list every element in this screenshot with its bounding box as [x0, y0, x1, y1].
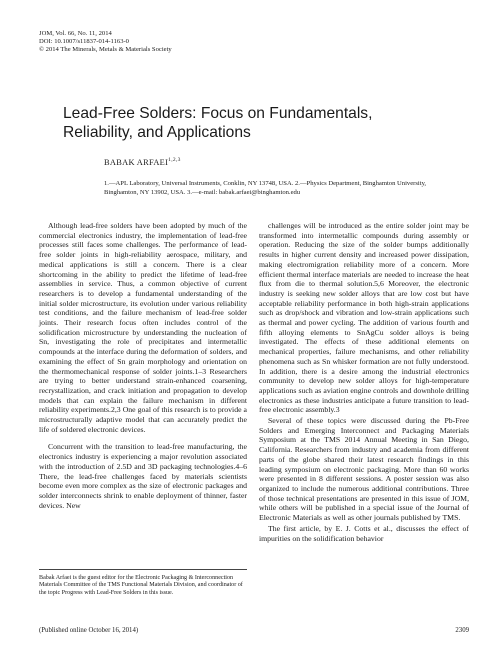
journal-volume: JOM, Vol. 66, No. 11, 2014	[39, 30, 112, 37]
left-column	[39, 221, 247, 510]
footnote: Babak Arfaei is the guest editor for the Electronic Packaging & Interconnection Materials Committee of the TMS Functional Materials Division, and coordinator of the topic Progress with Lead-Free Solders in this issue.	[39, 575, 243, 596]
journal-header	[39, 30, 172, 55]
article-title: Lead-Free Solders: Focus on Fundamentals, Reliability, and Applications	[63, 105, 373, 141]
right-column	[259, 221, 469, 543]
affiliations: 1.—APL Laboratory, Universal Instruments, Conklin, NY 13748, USA. 2.—Physics Department, Binghamton University, Binghamton, NY 13902, USA. 3.—e-mail: babak.arfaei@binghamton.edu	[104, 180, 427, 196]
paragraph: The first article, by E. J. Cotts et al., discusses the effect of impurities on the solidification behavior	[259, 523, 469, 543]
author-name: BABAK ARFAEI	[104, 157, 169, 167]
paragraph: challenges will be introduced as the entire solder joint may be transformed into intermetallic compounds during assembly or operation. Reducing the size of the solder bumps additionally results in higher current density and increased power dissipation, making electromigration reliability more of a concern. More efficient thermal interface materials are needed to increase the heat flux from die to thermal solution.5,6 Moreover, the electronic industry is seeking new solder alloys that are low cost but have acceptable reliability performance in both high-strain applications such as drop/shock and vibration and low-strain applications such as thermal and power cycling. The addition of various fourth and fifth alloying elements to SnAgCu solder alloys is being investigated. The effects of these additional elements on mechanical properties, failure mechanisms, and other reliability phenomena such as Sn whisker formation are not fully understood. In addition, there is a desire among the industrial electronics community to develop new solder alloys for high-temperature applications such as aviation engine controls and downhole drilling electronics as these industries anticipate a future transition to lead-free electronic assembly.3	[259, 221, 469, 415]
doi: DOI: 10.1007/s11837-014-1163-0	[39, 38, 129, 46]
paragraph: Concurrent with the transition to lead-free manufacturing, the electronics industry is experiencing a major revolution associated with the introduction of 2.5D and 3D packaging technologies.4–6 There, the lead-free challenges faced by materials scientists become even more complex as the size of electronic packages and solder interconnects shrink to enable deployment of thinner, faster devices. New	[39, 442, 247, 510]
author	[104, 157, 181, 167]
paragraph: Several of these topics were discussed during the Pb-Free Solders and Emerging Interconnect and Packaging Materials Symposium at the TMS 2014 Annual Meeting in San Diego, California. Researchers from industry and academia from different parts of the globe shared their latest research findings in this leading symposium on electronic packaging. More than 60 works were presented in 8 different sessions. A poster session was also organized to include the numerous additional contributions. Three of those technical presentations are presented in this issue of JOM, while others will be published in a special issue of the Journal of Electronic Materials as well as other journals published by TMS.	[259, 416, 469, 523]
page-number: 2309	[455, 627, 469, 634]
publication-date: (Published online October 16, 2014)	[39, 627, 139, 634]
copyright: © 2014 The Minerals, Metals & Materials Society	[39, 46, 172, 54]
paragraph: Although lead-free solders have been adopted by much of the commercial electronics industry, the implementation of lead-free processes still faces some challenges. The performance of lead-free solder joints in high-reliability aerospace, military, and medical applications is still a concern. There is a clear shortcoming in the ability to predict the lifetime of lead-free assemblies in service. Thus, a common objective of current researchers is to develop a fundamental understanding of the initial solder microstructure, its evolution under various reliability test conditions, and the failure mechanism of lead-free solder joints. Their research focus often includes control of the solidification microstructure by understanding the nucleation of Sn, investigating the role of precipitates and intermetallic compounds at the interface during the deformation of solders, and examining the effect of Sn grain morphology and orientation on the thermomechanical response of solder joints.1–3 Researchers are trying to better understand strain-enhanced coarsening, recrystallization, and crack initiation and propagation to develop models that can explain the failure mechanism in different reliability experiments.2,3 One goal of this research is to provide a microstructurally adaptive model that can accurately predict the life of soldered electronic devices.	[39, 221, 247, 434]
author-affiliation-marks: 1,2,3	[168, 157, 181, 163]
footnote-divider	[39, 569, 247, 570]
